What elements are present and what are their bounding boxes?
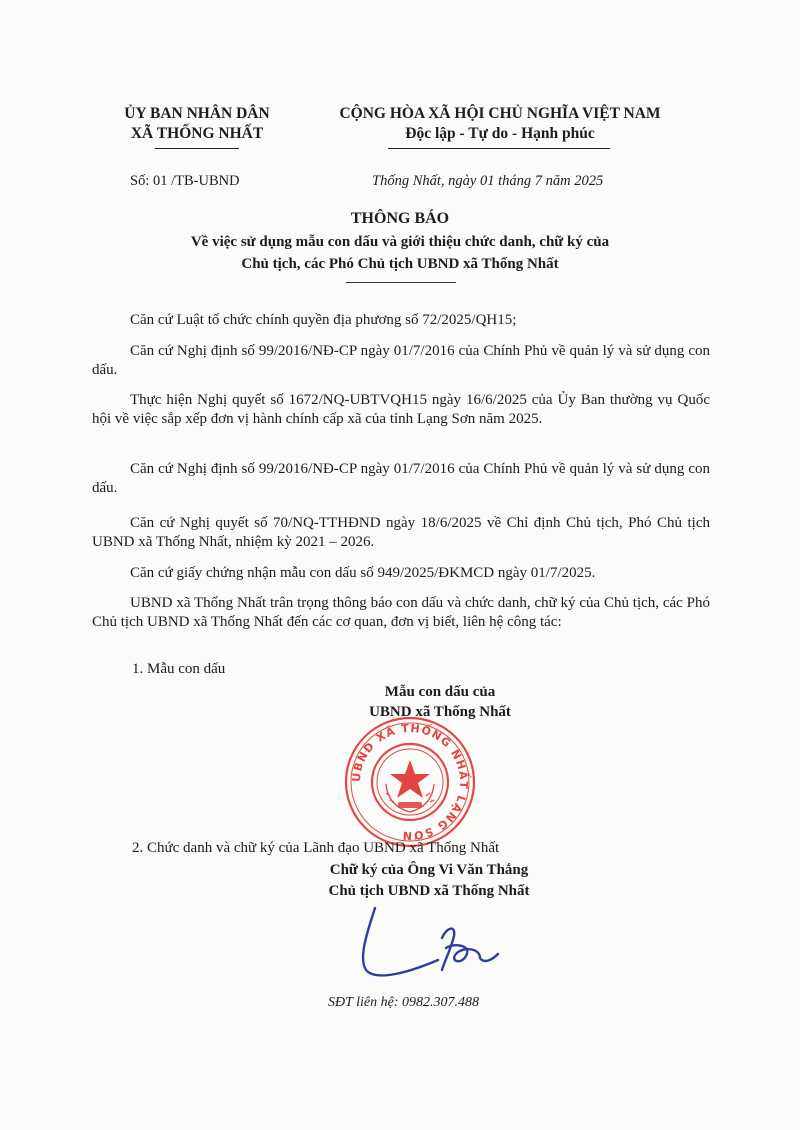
document-subtitle-line-1: Về việc sử dụng mẫu con dấu và giới thiệu chức danh, chữ ký của <box>190 234 610 250</box>
section-1-heading: 1. Mẫu con dấu <box>132 661 226 677</box>
official-seal <box>340 712 480 852</box>
legal-basis-5: Căn cứ Nghị quyết số 70/NQ-TTHĐND ngày 18/6/2025 về Chỉ định Chủ tịch, Phó Chủ tịch UBND xã Thống Nhất, nhiệm kỳ 2021 – 2026. <box>92 515 710 550</box>
seal-gear-icon <box>398 802 422 808</box>
seal-ring-text: UBND XÃ THỐNG NHẤT LẠNG SƠN <box>349 721 471 843</box>
legal-basis-2: Căn cứ Nghị định số 99/2016/NĐ-CP ngày 01/7/2016 của Chính Phủ về quản lý và sử dụng con dấu. <box>92 343 710 378</box>
document-subtitle-line-2: Chủ tịch, các Phó Chủ tịch UBND xã Thống Nhất <box>241 256 559 272</box>
seal-caption-2: UBND xã Thống Nhất <box>369 704 511 720</box>
title-underline <box>346 282 456 283</box>
seal-star-emblem <box>390 760 430 798</box>
legal-basis-1: Căn cứ Luật tổ chức chính quyền địa phương số 72/2025/QH15; <box>130 312 517 328</box>
seal-caption-1: Mẫu con dấu của <box>384 684 496 700</box>
authority-line-1: ỦY BAN NHÂN DÂN <box>124 105 270 122</box>
country-name: CỘNG HÒA XÃ HỘI CHỦ NGHĨA VIỆT NAM <box>339 105 661 122</box>
handwritten-signature <box>330 900 530 985</box>
contact-phone: SĐT liên hệ: 0982.307.488 <box>328 995 480 1010</box>
document-number: Số: 01 /TB-UBND <box>130 173 240 189</box>
document-title: THÔNG BÁO <box>350 210 450 227</box>
announcement-paragraph: UBND xã Thống Nhất trân trọng thông báo con dấu và chức danh, chữ ký của Chủ tịch, các Phó Chủ tịch UBND xã Thống Nhất đến các cơ quan, đơn vị biết, liên hệ công tác: <box>92 595 710 630</box>
signature-caption-1: Chữ ký của Ông Vi Văn Thắng <box>329 862 529 878</box>
document-date: Thống Nhất, ngày 01 tháng 7 năm 2025 <box>372 173 604 189</box>
authority-line-2: XÃ THỐNG NHẤT <box>130 125 264 142</box>
issuing-authority <box>92 104 302 144</box>
authority-underline <box>155 148 239 149</box>
section-2-heading: 2. Chức danh và chữ ký của Lãnh đạo UBND xã Thống Nhất <box>132 840 500 856</box>
legal-basis-3: Thực hiện Nghị quyết số 1672/NQ-UBTVQH15 ngày 16/6/2025 của Ủy Ban thường vụ Quốc hội về việc sắp xếp đơn vị hành chính cấp xã của tỉnh Lạng Sơn năm 2025. <box>92 392 710 427</box>
legal-basis-4: Căn cứ Nghị định số 99/2016/NĐ-CP ngày 01/7/2016 của Chính Phủ về quản lý và sử dụng con dấu. <box>92 461 710 496</box>
motto-underline <box>388 148 610 149</box>
national-motto <box>310 104 690 144</box>
motto: Độc lập - Tự do - Hạnh phúc <box>405 125 595 142</box>
signature-caption-2: Chủ tịch UBND xã Thống Nhất <box>328 883 530 899</box>
legal-basis-6: Căn cứ giấy chứng nhận mẫu con dấu số 949/2025/ĐKMCD ngày 01/7/2025. <box>130 565 596 581</box>
